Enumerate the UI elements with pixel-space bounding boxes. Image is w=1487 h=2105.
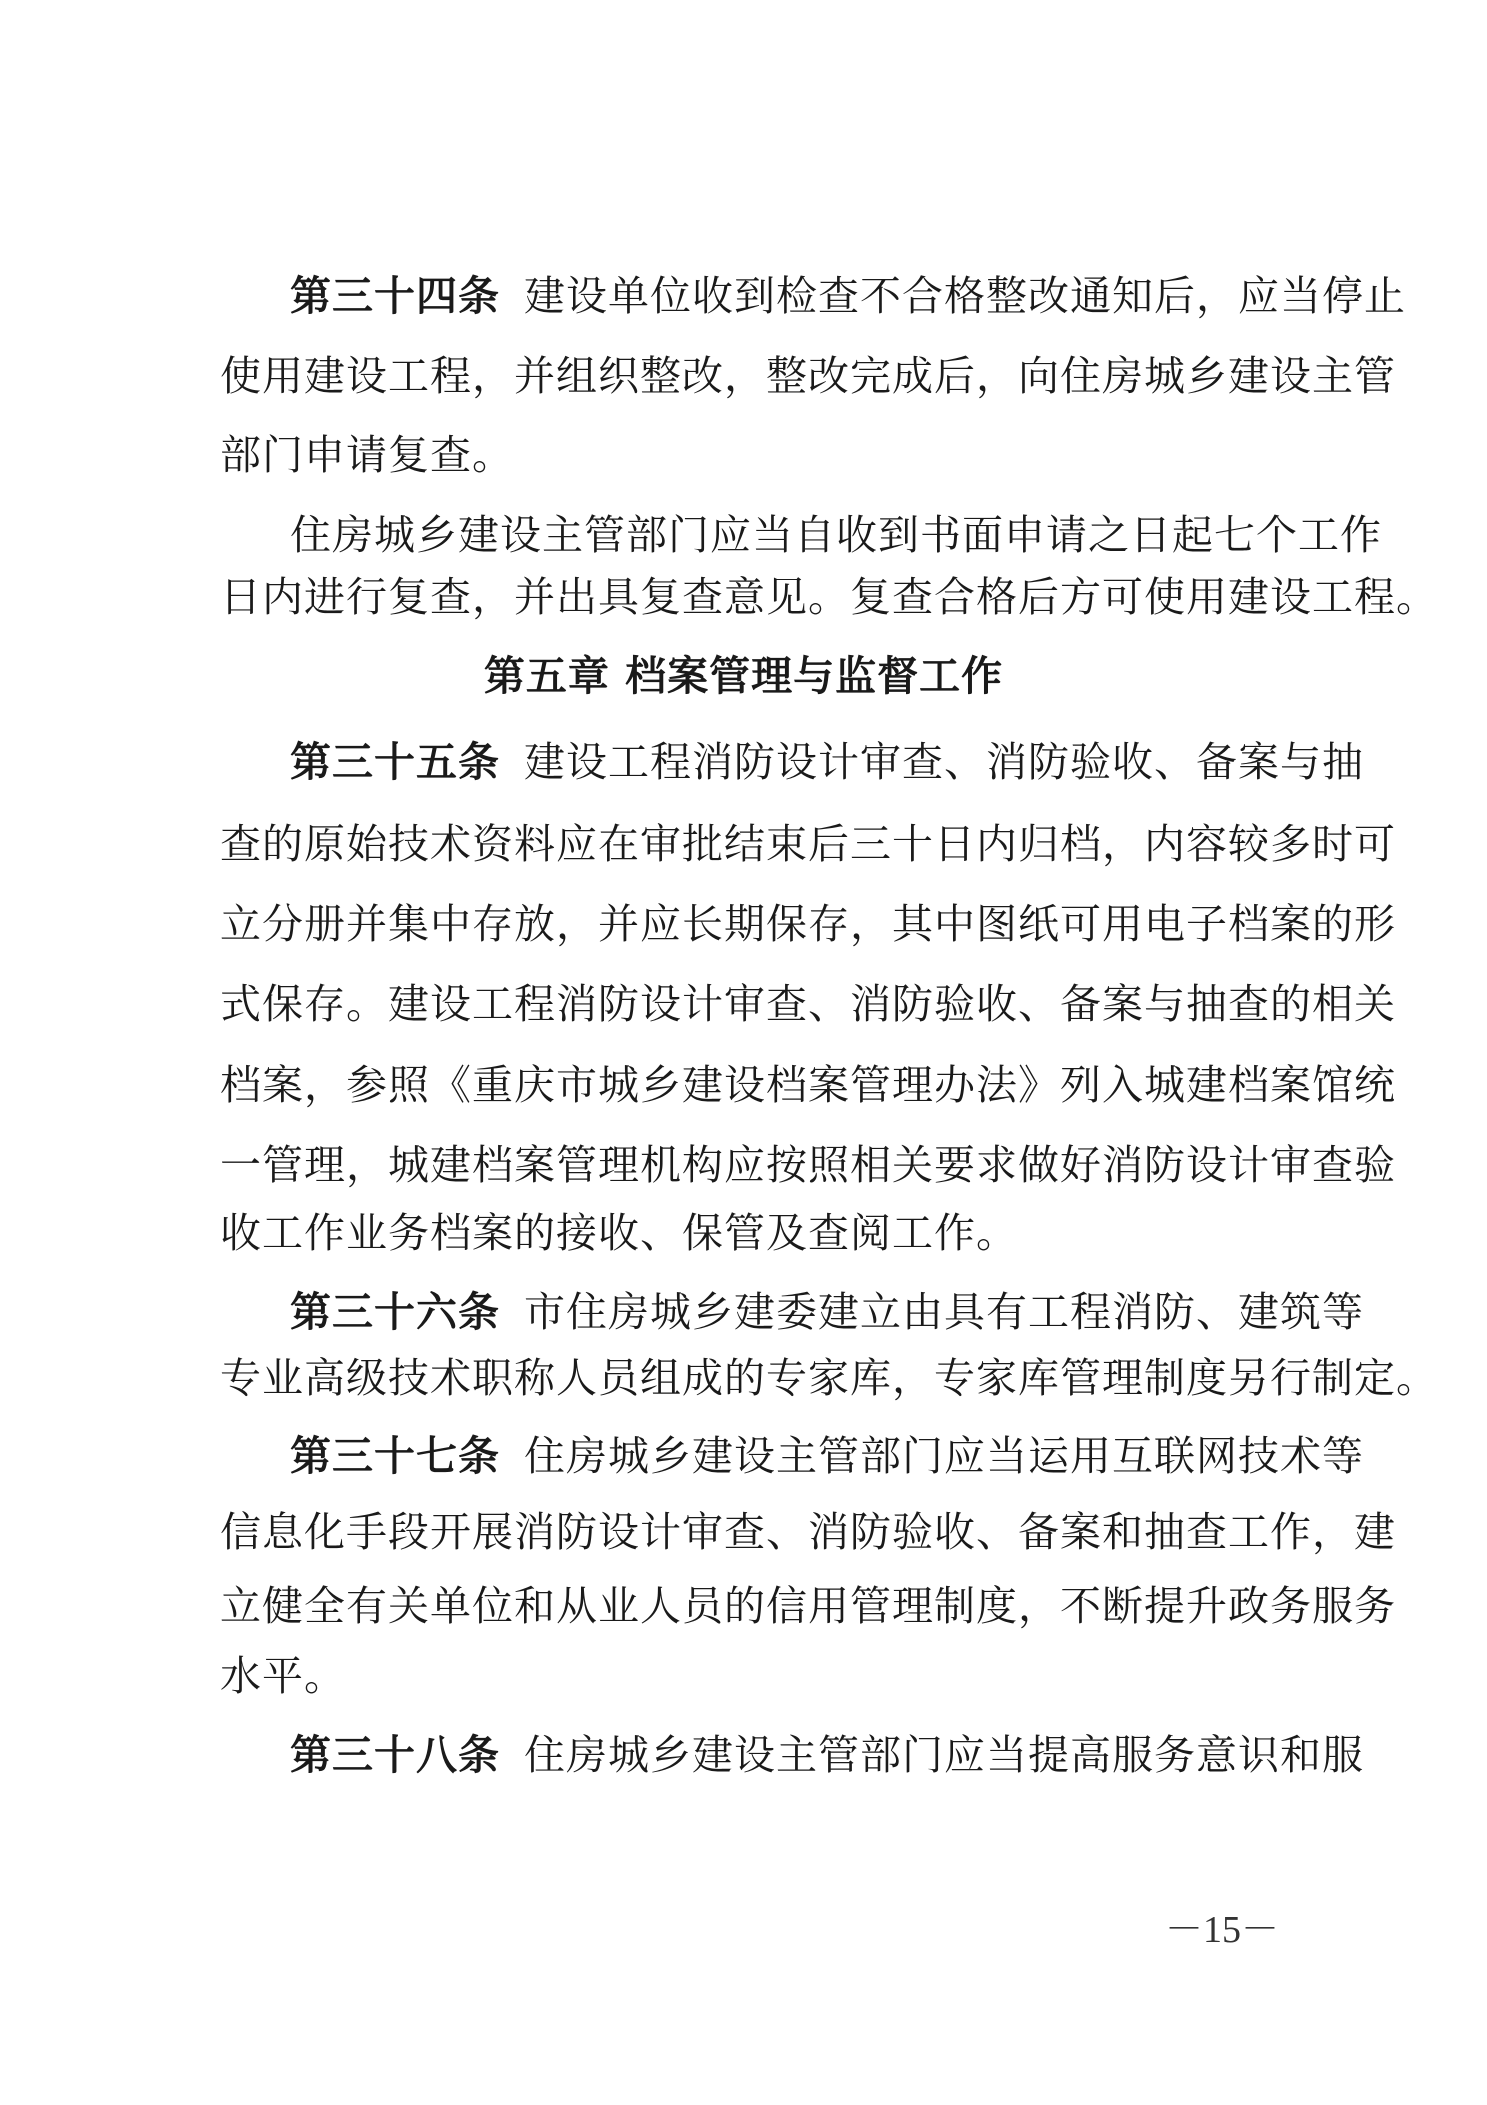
article-36-line-2: 专业高级技术职称人员组成的专家库，专家库管理制度另行制定。 [220,1354,1438,1402]
article-34-para-2-line-1: 住房城乡建设主管部门应当自收到书面申请之日起七个工作 [290,511,1382,559]
chapter-heading: 第五章 档案管理与监督工作 [483,652,1004,700]
article-35-text: 建设工程消防设计审查、消防验收、备案与抽 [524,738,1364,786]
article-35-line-4: 式保存。建设工程消防设计审查、消防验收、备案与抽查的相关 [220,980,1396,1028]
article-35-line-1 [290,738,1364,786]
article-34-para-2-line-2: 日内进行复查，并出具复查意见。复查合格后方可使用建设工程。 [220,573,1438,621]
article-36-number: 第三十六条 [290,1288,500,1336]
article-36-line-1 [290,1288,1364,1336]
article-35-line-6: 一管理，城建档案管理机构应按照相关要求做好消防设计审查验 [220,1141,1396,1189]
article-37-line-4: 水平。 [220,1652,346,1700]
article-37-line-1 [290,1432,1364,1480]
article-35-line-5: 档案，参照《重庆市城乡建设档案管理办法》列入城建档案馆统 [220,1061,1396,1109]
article-37-number: 第三十七条 [290,1432,500,1480]
article-35-number: 第三十五条 [290,738,500,786]
article-34-text: 建设单位收到检查不合格整改通知后，应当停止 [524,272,1406,320]
article-38-line-1 [290,1731,1364,1779]
article-34-line-1 [290,272,1406,320]
article-37-text: 住房城乡建设主管部门应当运用互联网技术等 [524,1432,1364,1480]
article-37-line-2: 信息化手段开展消防设计审查、消防验收、备案和抽查工作，建 [220,1508,1396,1556]
article-34-number: 第三十四条 [290,272,500,320]
article-34-line-2: 使用建设工程，并组织整改，整改完成后，向住房城乡建设主管 [220,352,1396,400]
article-36-text: 市住房城乡建委建立由具有工程消防、建筑等 [524,1288,1364,1336]
article-35-line-2: 查的原始技术资料应在审批结束后三十日内归档，内容较多时可 [220,820,1396,868]
article-37-line-3: 立健全有关单位和从业人员的信用管理制度，不断提升政务服务 [220,1582,1396,1630]
page-number: －15－ [1165,1909,1280,1951]
article-35-line-7: 收工作业务档案的接收、保管及查阅工作。 [220,1209,1018,1257]
article-38-text: 住房城乡建设主管部门应当提高服务意识和服 [524,1731,1364,1779]
article-35-line-3: 立分册并集中存放，并应长期保存，其中图纸可用电子档案的形 [220,900,1396,948]
article-34-line-3: 部门申请复查。 [220,431,514,479]
article-38-number: 第三十八条 [290,1731,500,1779]
